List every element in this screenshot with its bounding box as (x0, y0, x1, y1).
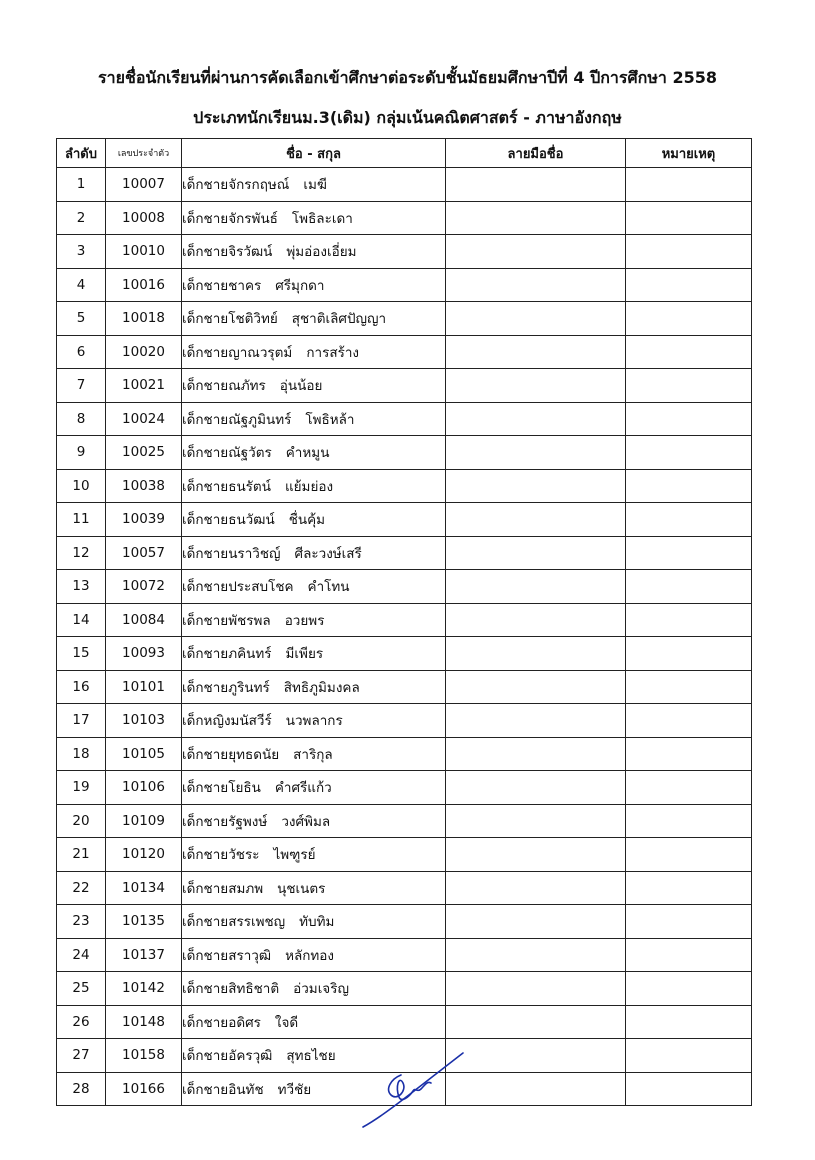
table-row (57, 235, 752, 269)
student-name (182, 570, 446, 604)
remark-cell (626, 503, 752, 537)
row-number: 23 (57, 905, 106, 939)
student-id: 10109 (106, 804, 182, 838)
student-name (182, 804, 446, 838)
table-row (57, 536, 752, 570)
student-first-name: เด็กชายประสบโชค (182, 579, 294, 596)
remark-cell (626, 804, 752, 838)
student-id: 10166 (106, 1072, 182, 1106)
student-first-name: เด็กชายจักรพันธ์ (182, 210, 278, 227)
student-first-name: เด็กชายรัฐพงษ์ (182, 813, 268, 830)
header-remark: หมายเหตุ (626, 139, 752, 168)
student-name (182, 737, 446, 771)
student-id: 10018 (106, 302, 182, 336)
remark-cell (626, 369, 752, 403)
student-id: 10142 (106, 972, 182, 1006)
student-name (182, 670, 446, 704)
signature-cell (446, 402, 626, 436)
row-number: 26 (57, 1005, 106, 1039)
table-row (57, 369, 752, 403)
student-id: 10016 (106, 268, 182, 302)
row-number: 1 (57, 168, 106, 202)
student-first-name: เด็กชายโยธิน (182, 780, 261, 797)
student-id: 10103 (106, 704, 182, 738)
remark-cell (626, 972, 752, 1006)
table-row (57, 436, 752, 470)
remark-cell (626, 771, 752, 805)
table-row (57, 335, 752, 369)
student-id: 10137 (106, 938, 182, 972)
student-surname: โพธิหล้า (305, 411, 355, 428)
table-row (57, 838, 752, 872)
row-number: 12 (57, 536, 106, 570)
student-surname: คำโทน (307, 579, 350, 596)
remark-cell (626, 838, 752, 872)
remark-cell (626, 670, 752, 704)
table-row (57, 905, 752, 939)
remark-cell (626, 938, 752, 972)
student-first-name: เด็กชายอินทัช (182, 1081, 264, 1098)
student-surname: ชื่นคุ้ม (288, 512, 326, 529)
table-row (57, 268, 752, 302)
student-first-name: เด็กชายณภัทร (182, 378, 266, 395)
row-number: 13 (57, 570, 106, 604)
row-number: 18 (57, 737, 106, 771)
row-number: 27 (57, 1039, 106, 1073)
student-id: 10084 (106, 603, 182, 637)
remark-cell (626, 235, 752, 269)
signature-cell (446, 670, 626, 704)
table-row (57, 804, 752, 838)
student-surname: ใจดี (274, 1014, 299, 1031)
signature-cell (446, 905, 626, 939)
row-number: 22 (57, 871, 106, 905)
signature-cell (446, 536, 626, 570)
student-first-name: เด็กชายณัฐภูมินทร์ (182, 411, 292, 428)
student-first-name: เด็กชายโชติวิทย์ (182, 311, 278, 328)
student-id: 10134 (106, 871, 182, 905)
student-name (182, 972, 446, 1006)
remark-cell (626, 268, 752, 302)
row-number: 19 (57, 771, 106, 805)
student-surname: วงศ์พิมล (281, 813, 331, 830)
student-id: 10101 (106, 670, 182, 704)
table-row (57, 570, 752, 604)
student-name (182, 1005, 446, 1039)
student-name (182, 905, 446, 939)
student-id: 10093 (106, 637, 182, 671)
student-surname: ไพฑูรย์ (273, 847, 316, 864)
student-surname: อ่วมเจริญ (293, 981, 349, 998)
student-first-name: เด็กชายธนวัฒน์ (182, 512, 275, 529)
student-surname: อวยพร (284, 612, 325, 629)
student-id: 10072 (106, 570, 182, 604)
table-row (57, 737, 752, 771)
signature-cell (446, 235, 626, 269)
remark-cell (626, 436, 752, 470)
student-name (182, 603, 446, 637)
student-name (182, 436, 446, 470)
student-first-name: เด็กชายสรรเพชญ (182, 914, 286, 931)
student-name (182, 201, 446, 235)
table-row (57, 704, 752, 738)
row-number: 17 (57, 704, 106, 738)
student-name (182, 235, 446, 269)
table-body (57, 168, 752, 1106)
student-surname: เมฆี (303, 177, 327, 194)
signature-cell (446, 871, 626, 905)
remark-cell (626, 168, 752, 202)
remark-cell (626, 302, 752, 336)
student-id: 10106 (106, 771, 182, 805)
remark-cell (626, 871, 752, 905)
student-first-name: เด็กชายพัชรพล (182, 612, 271, 629)
signature-cell (446, 302, 626, 336)
remark-cell (626, 1039, 752, 1073)
student-id: 10148 (106, 1005, 182, 1039)
signature-cell (446, 570, 626, 604)
student-surname: คำศรีแก้ว (274, 780, 332, 797)
remark-cell (626, 905, 752, 939)
header-name: ชื่อ - สกุล (182, 139, 446, 168)
student-id: 10007 (106, 168, 182, 202)
table-row (57, 302, 752, 336)
row-number: 20 (57, 804, 106, 838)
student-id: 10008 (106, 201, 182, 235)
student-id: 10120 (106, 838, 182, 872)
table-row (57, 503, 752, 537)
student-surname: สิทธิภูมิมงคล (283, 679, 360, 696)
student-surname: ทับทิม (299, 914, 335, 931)
student-surname: สุชาติเลิศปัญญา (291, 311, 387, 328)
student-surname: นวพลากร (285, 713, 343, 730)
signature-cell (446, 938, 626, 972)
student-first-name: เด็กชายภคินทร์ (182, 646, 272, 663)
signature-cell (446, 168, 626, 202)
table-row (57, 1005, 752, 1039)
signature-cell (446, 804, 626, 838)
row-number: 16 (57, 670, 106, 704)
student-surname: ศรีมุกดา (275, 277, 325, 294)
remark-cell (626, 536, 752, 570)
table-row (57, 670, 752, 704)
row-number: 21 (57, 838, 106, 872)
signature-cell (446, 704, 626, 738)
row-number: 5 (57, 302, 106, 336)
student-surname: อุ่นน้อย (279, 378, 323, 395)
student-name (182, 637, 446, 671)
row-number: 15 (57, 637, 106, 671)
student-name (182, 168, 446, 202)
remark-cell (626, 1005, 752, 1039)
signature-cell (446, 637, 626, 671)
student-surname: มีเพียร (285, 646, 324, 663)
student-name (182, 838, 446, 872)
student-id: 10024 (106, 402, 182, 436)
remark-cell (626, 201, 752, 235)
table-row (57, 871, 752, 905)
student-first-name: เด็กชายจิรวัฒน์ (182, 244, 273, 261)
table-row (57, 637, 752, 671)
student-first-name: เด็กชายอัครวุฒิ (182, 1048, 273, 1065)
student-id: 10010 (106, 235, 182, 269)
student-name (182, 268, 446, 302)
student-first-name: เด็กชายยุทธดนัย (182, 746, 280, 763)
signature-cell (446, 771, 626, 805)
student-id: 10021 (106, 369, 182, 403)
header-signature: ลายมือชื่อ (446, 139, 626, 168)
student-first-name: เด็กชายชาคร (182, 277, 262, 294)
student-surname: ศีละวงษ์เสรี (294, 545, 362, 562)
signature-cell (446, 737, 626, 771)
table-row (57, 469, 752, 503)
row-number: 7 (57, 369, 106, 403)
remark-cell (626, 603, 752, 637)
student-name (182, 938, 446, 972)
remark-cell (626, 637, 752, 671)
remark-cell (626, 737, 752, 771)
student-id: 10020 (106, 335, 182, 369)
student-surname: ทวีชัย (277, 1081, 312, 1098)
student-first-name: เด็กชายนราวิชญ์ (182, 545, 281, 562)
signature-cell (446, 603, 626, 637)
signature-cell (446, 201, 626, 235)
remark-cell (626, 570, 752, 604)
student-name (182, 302, 446, 336)
table-row (57, 201, 752, 235)
student-surname: หลักทอง (285, 947, 335, 964)
header-no: ลำดับ (57, 139, 106, 168)
table-row (57, 603, 752, 637)
student-name (182, 469, 446, 503)
student-first-name: เด็กชายสราวุฒิ (182, 947, 272, 964)
student-name (182, 335, 446, 369)
table-row (57, 972, 752, 1006)
table-row (57, 168, 752, 202)
row-number: 9 (57, 436, 106, 470)
student-name (182, 771, 446, 805)
row-number: 14 (57, 603, 106, 637)
student-id: 10025 (106, 436, 182, 470)
student-id: 10105 (106, 737, 182, 771)
row-number: 24 (57, 938, 106, 972)
row-number: 8 (57, 402, 106, 436)
student-surname: สุทธไชย (286, 1048, 336, 1065)
table-row (57, 938, 752, 972)
student-name (182, 536, 446, 570)
handwritten-signature-icon (355, 1045, 475, 1135)
student-first-name: เด็กชายอดิศร (182, 1014, 261, 1031)
student-id: 10057 (106, 536, 182, 570)
student-first-name: เด็กชายสิทธิชาติ (182, 981, 280, 998)
row-number: 4 (57, 268, 106, 302)
student-surname: พุ่มอ่องเอี่ยม (286, 244, 357, 261)
student-first-name: เด็กชายญาณวรุตม์ (182, 344, 293, 361)
document-subtitle: ประเภทนักเรียนม.3(เดิม) กลุ่มเน้นคณิตศาสตร์ - ภาษาอังกฤษ (193, 108, 622, 127)
signature-cell (446, 838, 626, 872)
signature-cell (446, 503, 626, 537)
signature-cell (446, 469, 626, 503)
student-id: 10038 (106, 469, 182, 503)
student-name (182, 402, 446, 436)
student-name (182, 871, 446, 905)
student-first-name: เด็กชายสมภพ (182, 880, 264, 897)
student-id: 10135 (106, 905, 182, 939)
table-row (57, 771, 752, 805)
signature-cell (446, 1005, 626, 1039)
row-number: 28 (57, 1072, 106, 1106)
table-row (57, 402, 752, 436)
student-surname: นุชเนตร (277, 880, 326, 897)
signature-cell (446, 369, 626, 403)
signature-cell (446, 335, 626, 369)
student-name (182, 503, 446, 537)
row-number: 6 (57, 335, 106, 369)
student-first-name: เด็กชายจักรกฤษณ์ (182, 177, 290, 194)
student-first-name: เด็กชายณัฐวัตร (182, 445, 272, 462)
signature-cell (446, 268, 626, 302)
student-first-name: เด็กชายภูรินทร์ (182, 679, 270, 696)
table-header-row (57, 139, 752, 168)
header-student-id: เลขประจำตัว (106, 139, 182, 168)
row-number: 25 (57, 972, 106, 1006)
row-number: 11 (57, 503, 106, 537)
student-surname: สาริกุล (293, 746, 333, 763)
student-first-name: เด็กหญิงมนัสวีร์ (182, 713, 272, 730)
remark-cell (626, 704, 752, 738)
row-number: 3 (57, 235, 106, 269)
student-first-name: เด็กชายวัชระ (182, 847, 260, 864)
student-roster-table (56, 138, 752, 1106)
remark-cell (626, 335, 752, 369)
student-name (182, 704, 446, 738)
row-number: 10 (57, 469, 106, 503)
remark-cell (626, 402, 752, 436)
student-surname: โพธิละเดา (291, 210, 353, 227)
student-surname: คำหมูน (285, 445, 330, 462)
student-name (182, 369, 446, 403)
student-id: 10158 (106, 1039, 182, 1073)
student-id: 10039 (106, 503, 182, 537)
remark-cell (626, 469, 752, 503)
signature-cell (446, 972, 626, 1006)
student-surname: แย้มย่อง (284, 478, 334, 495)
signature-cell (446, 436, 626, 470)
document-title: รายชื่อนักเรียนที่ผ่านการคัดเลือกเข้าศึกษาต่อระดับชั้นมัธยมศึกษาปีที่ 4 ปีการศึกษา 2558 (98, 68, 717, 87)
row-number: 2 (57, 201, 106, 235)
student-first-name: เด็กชายธนรัตน์ (182, 478, 271, 495)
remark-cell (626, 1072, 752, 1106)
student-surname: การสร้าง (306, 344, 359, 361)
